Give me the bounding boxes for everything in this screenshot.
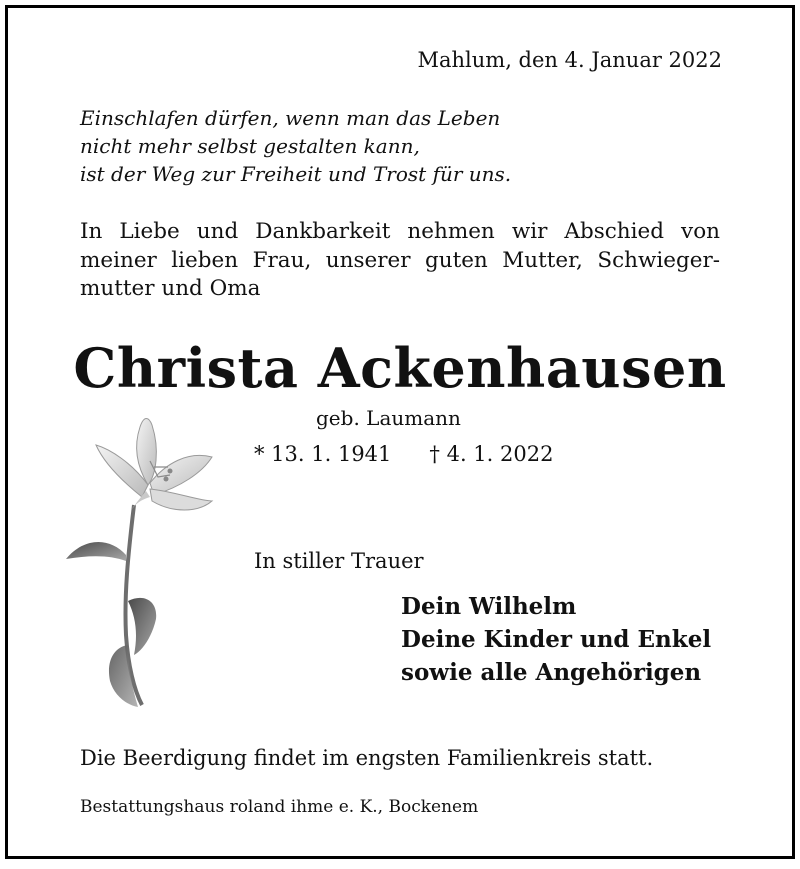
birth-date: * 13. 1. 1941 <box>254 442 392 466</box>
mourning-text: In stiller Trauer <box>254 549 424 573</box>
poem <box>80 104 511 188</box>
poem-line: Einschlafen dürfen, wenn man das Leben <box>80 106 501 130</box>
signer-line: Dein Wilhelm <box>401 593 577 620</box>
poem-line: nicht mehr selbst gestalten kann, <box>80 134 420 158</box>
intro-line: meiner lieben Frau, unserer guten Mutter, Schwieger- <box>80 247 720 273</box>
birth-name: geb. Laumann <box>316 406 461 430</box>
signer-line: sowie alle Angehörigen <box>401 659 702 686</box>
intro-line: In Liebe und Dankbarkeit nehmen wir Abschied von <box>80 219 720 244</box>
life-dates <box>254 442 553 466</box>
signers <box>401 590 711 689</box>
intro-line: mutter und Oma <box>80 276 261 301</box>
intro-text <box>80 218 720 304</box>
place-date: Mahlum, den 4. Januar 2022 <box>417 48 722 72</box>
poem-line: ist der Weg zur Freiheit und Trost für uns. <box>80 162 512 186</box>
undertaker-name: Bestattungshaus roland ihme e. K., Bockenem <box>80 797 479 817</box>
funeral-note: Die Beerdigung findet im engsten Familienkreis statt. <box>80 746 654 770</box>
death-date: † 4. 1. 2022 <box>429 442 554 466</box>
lily-flower-icon <box>62 405 222 710</box>
deceased-name: Christa Ackenhausen <box>73 336 727 400</box>
signer-line: Deine Kinder und Enkel <box>401 626 712 653</box>
